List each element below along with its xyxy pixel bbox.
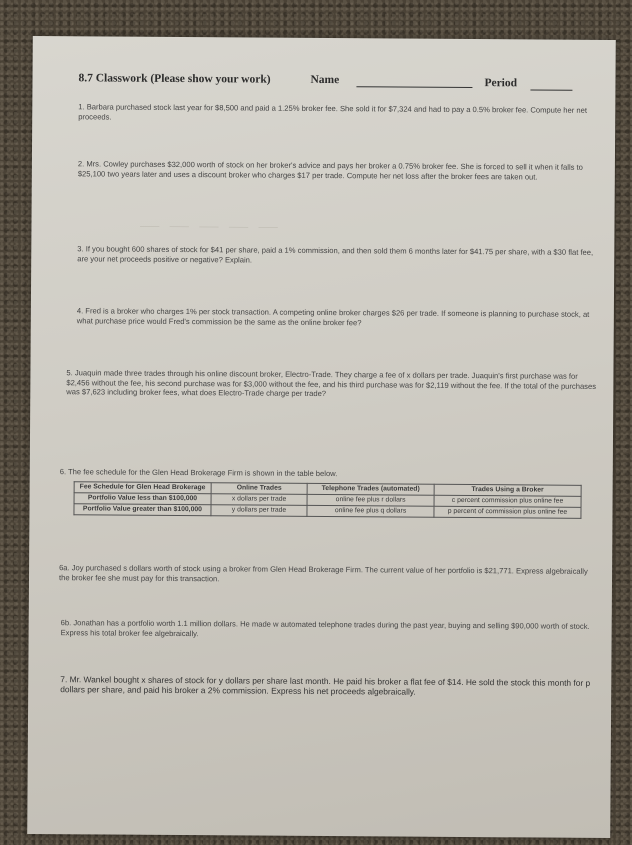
table-cell: c percent commission plus online fee [434, 495, 581, 507]
worksheet-paper [27, 36, 616, 838]
table-cell: online fee plus r dollars [307, 494, 434, 506]
worksheet-header [78, 72, 589, 90]
worksheet-title: 8.7 Classwork (Please show your work) [78, 72, 271, 86]
question-1: 1. Barbara purchased stock last year for $8,500 and paid a 1.25% broker fee. She sold it for $7,324 and had to pay a 0.5% broker fee. Compute her net proceeds. [78, 102, 588, 122]
period-blank-line [530, 89, 572, 90]
name-label: Name [310, 73, 340, 87]
table-cell: x dollars per trade [211, 494, 307, 506]
table-header-cell: Telephone Trades (automated) [307, 483, 434, 495]
period-label: Period [484, 77, 518, 90]
question-5: 5. Juaquin made three trades through his online discount broker, Electro-Trade. They charge a fee of x dollars per trade. Juaquin's first purchase was for $2,456 without the fee, his second purchase was for $3,000 without the fee, and his third purchase was for $2,119 without the fee. If the total of the purchases was $7,623 including broker fees, what does Electro-Trade charge per trade? [66, 368, 597, 399]
bleed-through-marks: ⸺ ⸺ ⸺ ⸺ ⸺ [139, 218, 282, 234]
table-cell: online fee plus q dollars [307, 505, 434, 517]
question-7: 7. Mr. Wankel bought x shares of stock for y dollars per share last month. He paid his broker a flat fee of $14. He sold the stock this month for p dollars per share, and paid his broker a 2% commission. Express his net proceeds algebraically. [60, 674, 591, 697]
question-6a: 6a. Joy purchased s dollars worth of stock using a broker from Glen Head Brokerage Firm. The current value of her portfolio is $21,771. Express algebraically the broker fee she must pay for this transaction. [58, 563, 588, 583]
table-row [74, 504, 581, 519]
fee-schedule-table [73, 481, 581, 519]
table-cell: p percent of commission plus online fee [434, 506, 581, 518]
table-header-cell: Fee Schedule for Glen Head Brokerage [74, 482, 211, 494]
name-blank-line [356, 86, 472, 88]
table-row-header: Portfolio Value less than $100,000 [74, 493, 211, 505]
table-header-cell: Trades Using a Broker [434, 484, 581, 496]
question-3: 3. If you bought 600 shares of stock for $41 per share, paid a 1% commission, and then sold them 6 months later for $41.75 per share, with a $30 flat fee, are your net proceeds positive or negative? Explain. [77, 244, 594, 265]
table-row-header: Portfolio Value greater than $100,000 [74, 504, 211, 516]
question-6: 6. The fee schedule for the Glen Head Brokerage Firm is shown in the table below. [59, 467, 338, 479]
question-2: 2. Mrs. Cowley purchases $32,000 worth of stock on her broker's advice and pays her broker a 0.75% broker fee. She is forced to sell it when it falls to $25,100 two years later and uses a discount broker who charges $17 per trade. Compute her net loss after the broker fees are taken out. [77, 159, 583, 182]
table-cell: y dollars per trade [211, 505, 307, 517]
table-header-cell: Online Trades [211, 483, 307, 495]
question-4: 4. Fred is a broker who charges 1% per stock transaction. A competing online broker charges $26 per trade. If someone is planning to purchase stock, at what purchase price would Fred's commission be the same as the online broker fee? [76, 306, 590, 327]
question-6b: 6b. Jonathan has a portfolio worth 1.1 million dollars. He made w automated telephone trades during the past year, buying and selling $90,000 worth of stock. Express his total broker fee algebraically. [60, 618, 590, 638]
